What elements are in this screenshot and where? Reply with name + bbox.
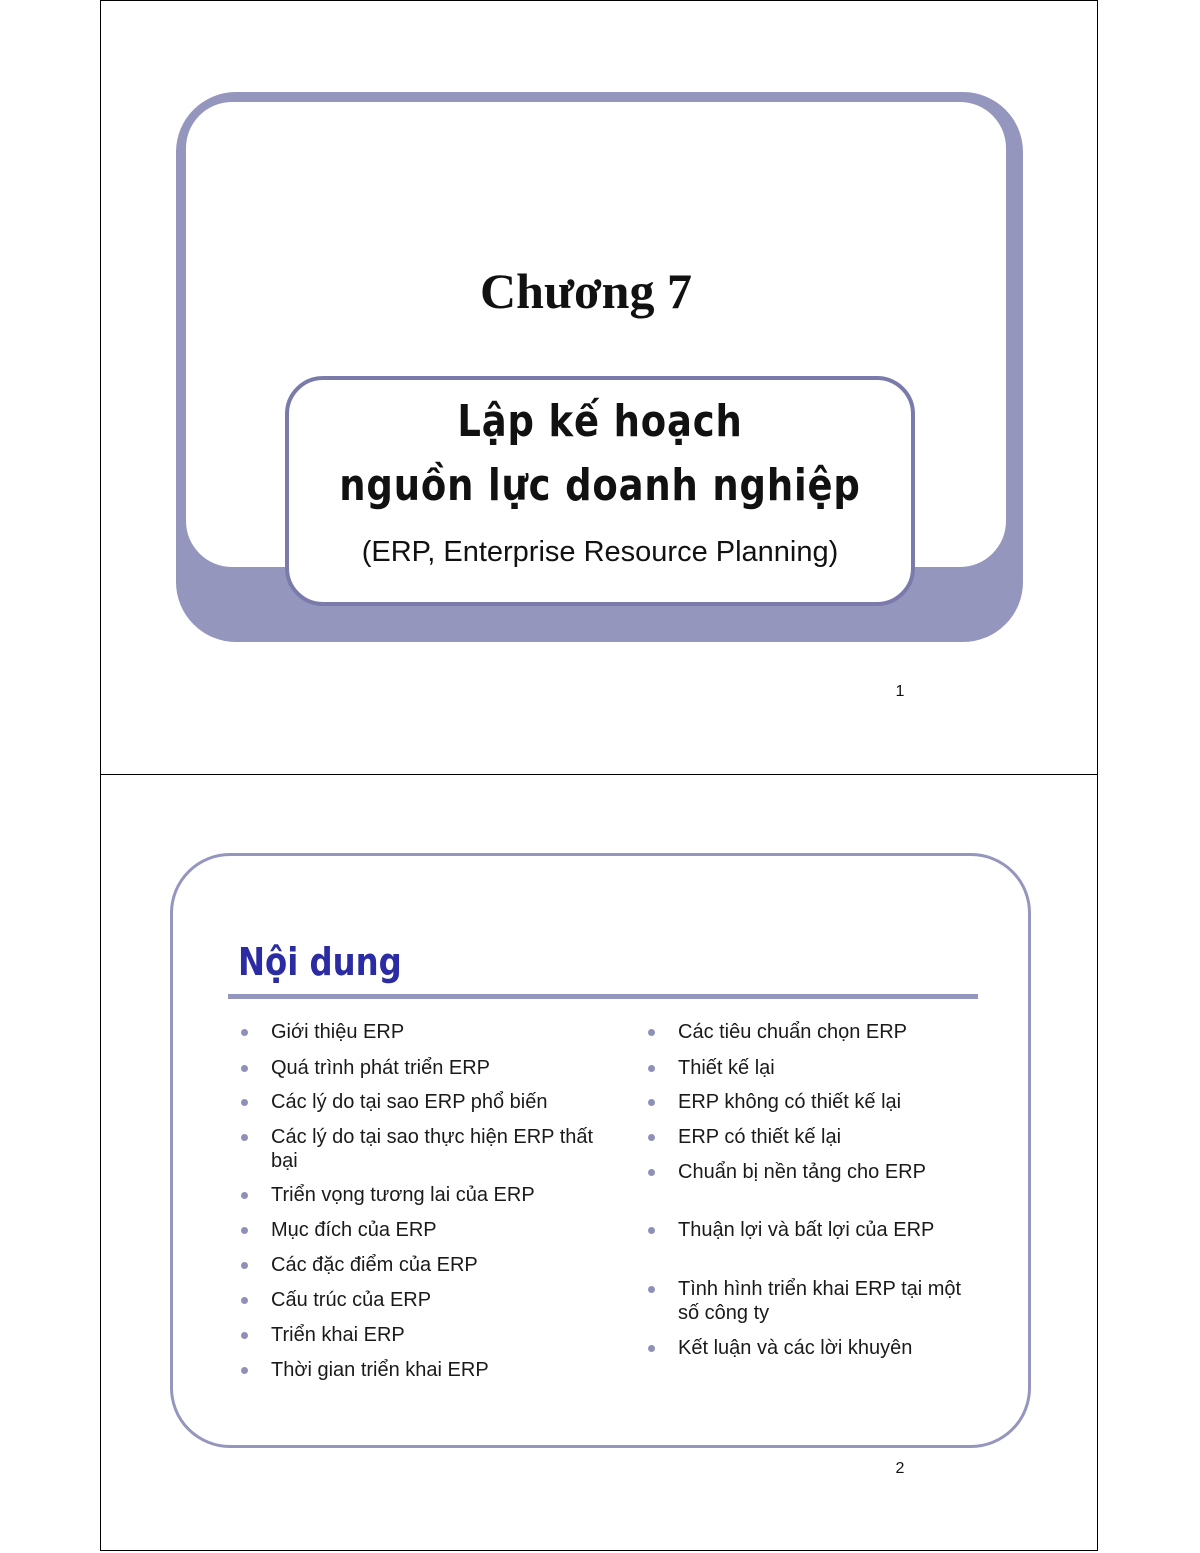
list-item: [271, 1358, 616, 1382]
list-item: [271, 1056, 616, 1080]
list-item: [271, 1288, 616, 1312]
list-item: [271, 1253, 616, 1277]
bullet-icon: [241, 1332, 248, 1339]
bullet-icon: [241, 1134, 248, 1141]
list-item-text: Tình hình triển khai ERP tại một số công ty: [678, 1278, 962, 1324]
list-item-text: Thiết kế lại: [678, 1057, 775, 1079]
bullet-icon: [241, 1099, 248, 1106]
list-item-text: Các đặc điểm của ERP: [271, 1254, 478, 1276]
bullet-icon: [241, 1227, 248, 1234]
bullet-icon: [241, 1297, 248, 1304]
bullet-icon: [648, 1065, 655, 1072]
slide2-heading-rule: [228, 994, 978, 999]
bullet-icon: [648, 1227, 655, 1234]
slide1-title: Chương 7: [480, 263, 692, 319]
list-item: [678, 1277, 968, 1325]
list-item: [271, 1020, 616, 1044]
list-item-text: Giới thiệu ERP: [271, 1021, 405, 1043]
list-item-text: ERP có thiết kế lại: [678, 1126, 842, 1148]
bullet-icon: [648, 1286, 655, 1293]
bullet-icon: [648, 1099, 655, 1106]
bullet-icon: [648, 1029, 655, 1036]
list-item: [271, 1090, 616, 1114]
list-item: [678, 1090, 968, 1114]
slide1-subtitle-line3: (ERP, Enterprise Resource Planning): [361, 536, 839, 568]
list-item-text: Các tiêu chuẩn chọn ERP: [678, 1021, 908, 1043]
list-item-text: Cấu trúc của ERP: [271, 1289, 432, 1311]
list-item: [678, 1056, 968, 1080]
bullet-icon: [241, 1192, 248, 1199]
list-item-text: Quá trình phát triển ERP: [271, 1057, 491, 1079]
list-item-text: Các lý do tại sao ERP phổ biến: [271, 1091, 548, 1113]
slide2-page-number: 2: [895, 1460, 905, 1477]
list-item: [271, 1125, 616, 1173]
list-item-text: Thuận lợi và bất lợi của ERP: [678, 1219, 935, 1241]
bullet-icon: [241, 1262, 248, 1269]
list-item-text: Kết luận và các lời khuyên: [678, 1337, 913, 1359]
list-item-text: Thời gian triển khai ERP: [271, 1359, 489, 1381]
bullet-icon: [648, 1134, 655, 1141]
bullet-icon: [241, 1367, 248, 1374]
slide2-heading: Nội dung: [238, 940, 402, 984]
list-item-text: Chuẩn bị nền tảng cho ERP: [678, 1161, 926, 1183]
list-item: [678, 1218, 968, 1242]
list-item: [271, 1183, 616, 1207]
list-item-text: Các lý do tại sao thực hiện ERP thất bại: [271, 1126, 594, 1172]
list-item: [678, 1336, 968, 1360]
list-item-text: Triển vọng tương lai của ERP: [271, 1184, 535, 1206]
list-item-text: Mục đích của ERP: [271, 1219, 437, 1241]
bullet-icon: [241, 1029, 248, 1036]
slide1-page-number: 1: [895, 683, 905, 700]
slide1-subtitle-line2: nguồn lực doanh nghiệp: [339, 460, 861, 511]
list-item: [271, 1323, 616, 1347]
bullet-icon: [241, 1065, 248, 1072]
list-item: [678, 1160, 968, 1184]
bullet-icon: [648, 1169, 655, 1176]
list-item: [678, 1020, 968, 1044]
list-item: [271, 1218, 616, 1242]
list-item: [678, 1125, 968, 1149]
bullet-icon: [648, 1345, 655, 1352]
slide1-subtitle-line1: Lập kế hoạch: [457, 396, 743, 447]
list-item-text: ERP không có thiết kế lại: [678, 1091, 902, 1113]
list-item-text: Triển khai ERP: [271, 1324, 405, 1346]
slide-divider: [100, 774, 1098, 775]
